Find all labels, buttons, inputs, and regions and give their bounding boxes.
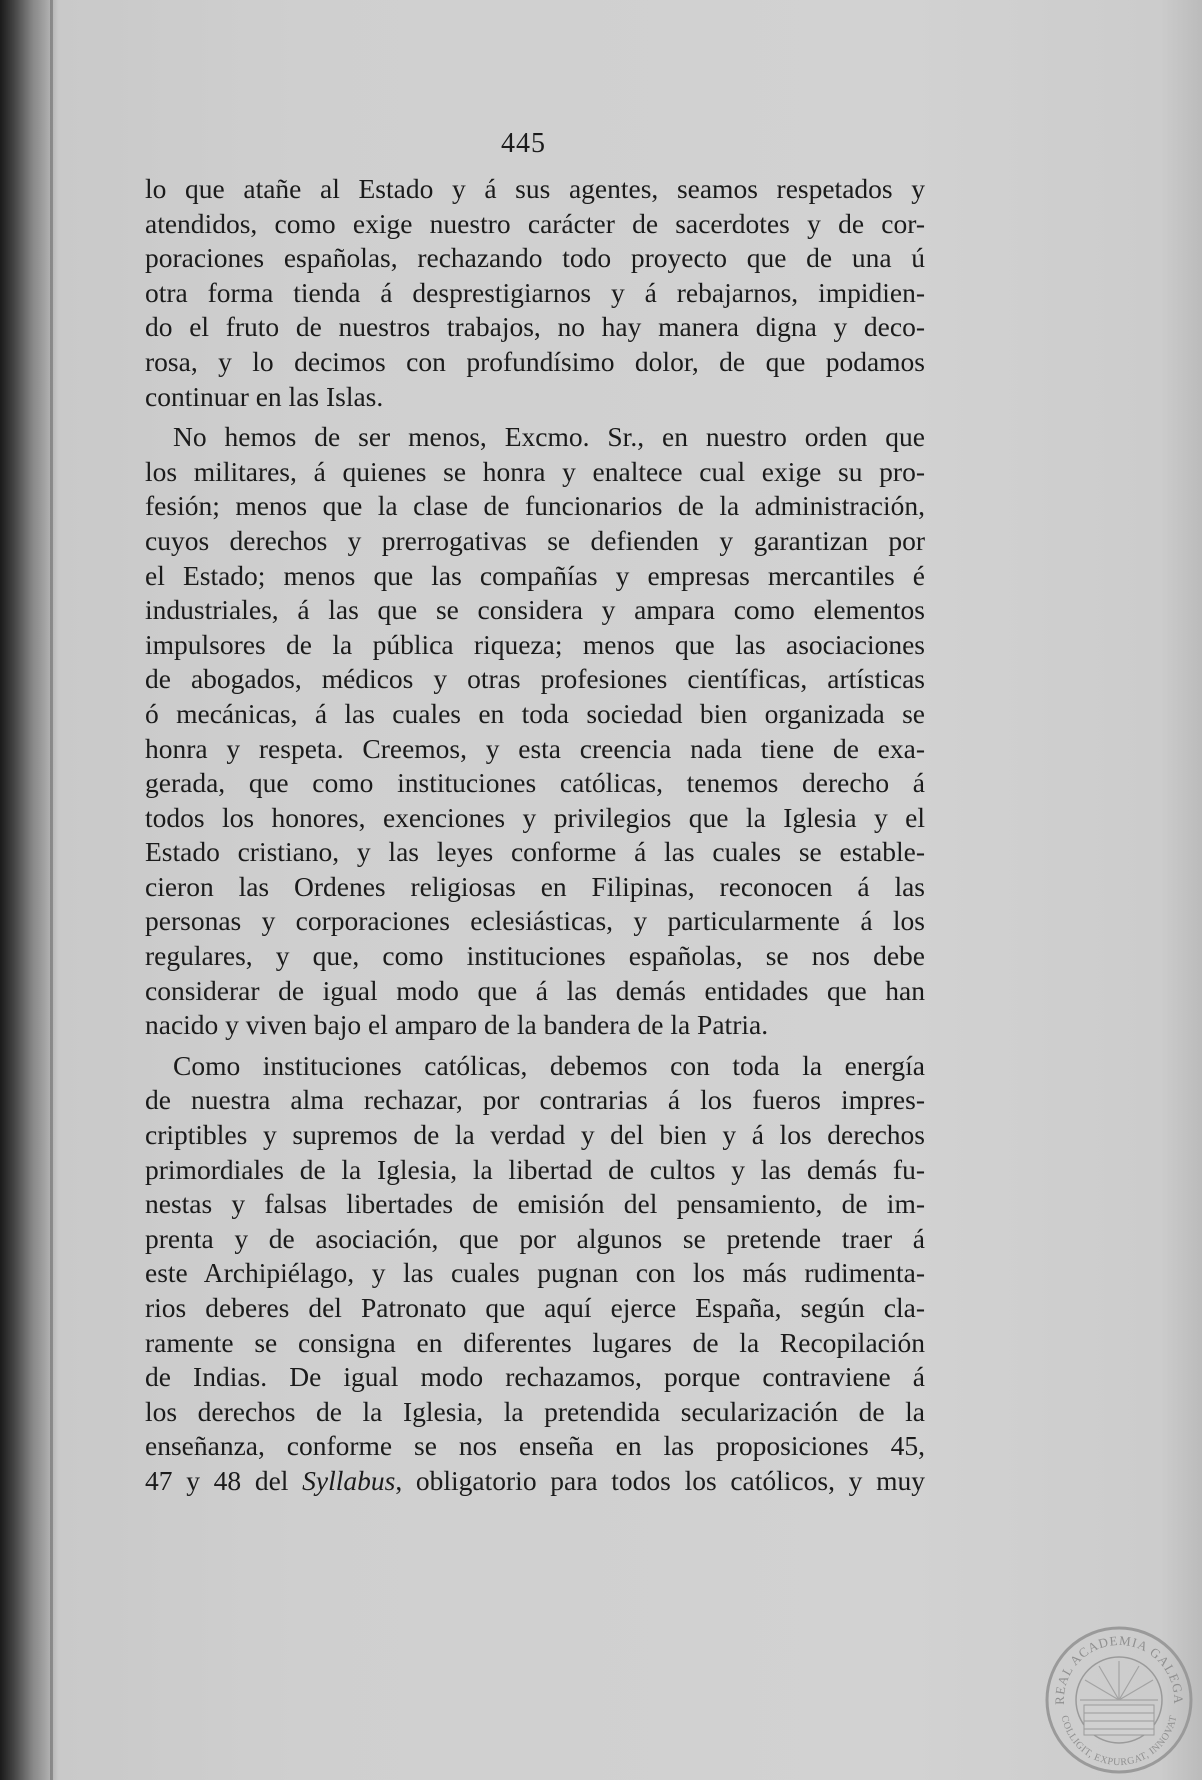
seal-top-text: REAL ACADEMIA GALEGA <box>1051 1632 1187 1705</box>
text-line: industriales, á las que se considera y ampara como elementos <box>145 594 925 626</box>
paragraph <box>145 1049 925 1499</box>
text-line: criptibles y supremos de la verdad y del bien y á los derechos <box>145 1119 925 1151</box>
text-line: de abogados, médicos y otras profesiones científicas, artísticas <box>145 663 925 695</box>
text-line: el Estado; menos que las compañías y empresas mercantiles é <box>145 559 925 591</box>
page-number: 445 <box>501 128 546 159</box>
text-line: poraciones españolas, rechazando todo proyecto que de una ú <box>145 242 925 274</box>
paragraph <box>145 172 925 414</box>
text-line: nacido y viven bajo el amparo de la bandera de la Patria. <box>145 1009 769 1041</box>
text-line: los militares, á quienes se honra y enaltece cual exige su pro- <box>145 455 925 487</box>
text-line: ó mecánicas, á las cuales en toda sociedad bien organizada se <box>145 697 925 729</box>
text-line: continuar en las Islas. <box>145 380 384 412</box>
text-line: do el fruto de nuestros trabajos, no hay manera digna y deco- <box>145 311 925 343</box>
text-line: cieron las Ordenes religiosas en Filipinas, reconocen á las <box>145 870 925 902</box>
text-line: fesión; menos que la clase de funcionarios de la administración, <box>145 490 925 522</box>
text-line: No hemos de ser menos, Excmo. Sr., en nuestro orden que <box>173 421 925 453</box>
text-line: impulsores de la pública riqueza; menos que las asociaciones <box>145 628 925 660</box>
text-line: 47 y 48 del Syllabus, obligatorio para todos los católicos, y muy <box>145 1464 925 1496</box>
text-line: honra y respeta. Creemos, y esta creencia nada tiene de exa- <box>145 732 925 764</box>
text-line: cuyos derechos y prerrogativas se defienden y garantizan por <box>145 524 925 556</box>
text-line: enseñanza, conforme se nos enseña en las proposiciones 45, <box>145 1430 925 1462</box>
text-line: personas y corporaciones eclesiásticas, y particularmente á los <box>145 905 925 937</box>
text-line: lo que atañe al Estado y á sus agentes, seamos respetados y <box>145 173 925 204</box>
text-line: rios deberes del Patronato que aquí ejerce España, según cla- <box>145 1292 925 1323</box>
text-line: prenta y de asociación, que por algunos se pretende traer á <box>145 1222 925 1254</box>
text-line: rosa, y lo decimos con profundísimo dolor, de que podamos <box>145 345 925 377</box>
text-line: los derechos de la Iglesia, la pretendida secularización de la <box>145 1395 925 1427</box>
text-line: este Archipiélago, y las cuales pugnan con los más rudimenta- <box>145 1257 925 1289</box>
paragraph <box>145 420 925 1043</box>
text-line: de nuestra alma rechazar, por contrarias á los fueros impres- <box>145 1084 925 1116</box>
text-line: gerada, que como instituciones católicas, tenemos derecho á <box>145 767 925 799</box>
text-line: regulares, y que, como instituciones españolas, se nos debe <box>145 940 925 972</box>
text-line: primordiales de la Iglesia, la libertad de cultos y las demás fu- <box>145 1153 925 1185</box>
text-line: Estado cristiano, y las leyes conforme á las cuales se estable- <box>145 836 925 868</box>
body-text <box>145 172 925 1499</box>
page-fold-line <box>50 0 53 1780</box>
text-line: considerar de igual modo que á las demás entidades que han <box>145 974 925 1006</box>
text-line: todos los honores, exenciones y privilegios que la Iglesia y el <box>145 801 925 833</box>
text-line: atendidos, como exige nuestro carácter de sacerdotes y de cor- <box>145 207 925 239</box>
library-seal-stamp <box>1044 1625 1194 1775</box>
text-line: otra forma tienda á desprestigiarnos y á rebajarnos, impidien- <box>145 276 925 308</box>
text-line: Como instituciones católicas, debemos con toda la energía <box>173 1049 925 1081</box>
text-line: nestas y falsas libertades de emisión del pensamiento, de im- <box>145 1188 925 1220</box>
seal-bottom-text: COLLIGIT, EXPURGAT, INNOVAT <box>1058 1714 1180 1769</box>
text-line: de Indias. De igual modo rechazamos, porque contraviene á <box>145 1361 925 1393</box>
text-line: ramente se consigna en diferentes lugares de la Recopilación <box>145 1326 925 1358</box>
